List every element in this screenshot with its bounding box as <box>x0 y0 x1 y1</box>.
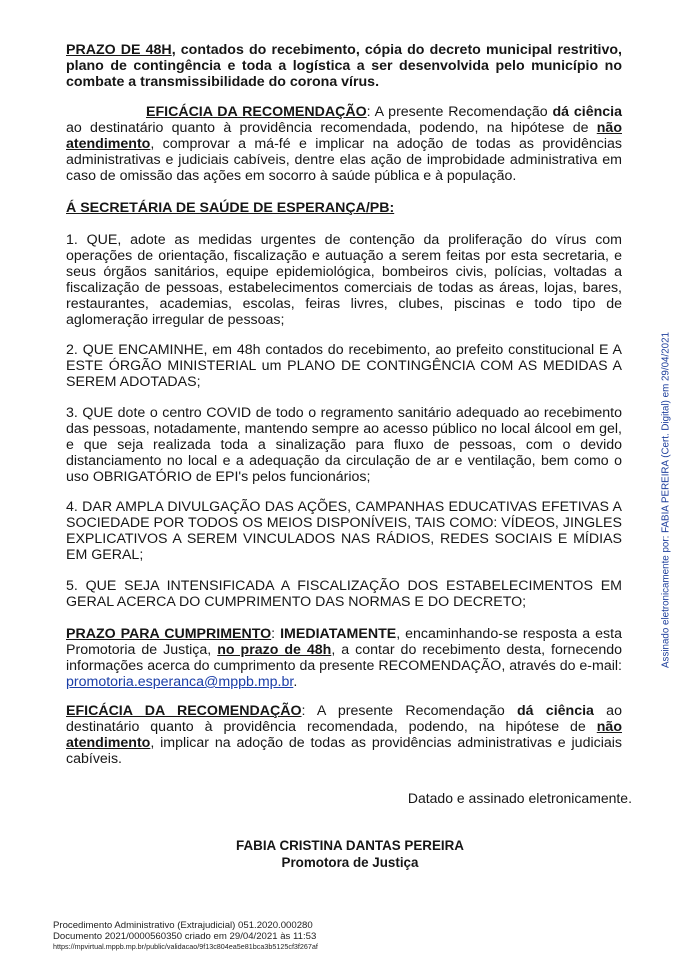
prazo-cumprimento-imediatamente: IMEDIATAMENTE <box>280 626 397 642</box>
footer-line-2: Documento 2021/0000560350 criado em 29/04/2021 às 11:53 <box>53 931 317 942</box>
paragraph-eficacia-2 <box>66 703 622 767</box>
eficacia-1-text-a: : A presente Recomendação <box>366 104 553 120</box>
signed-note: Datado e assinado eletronicamente. <box>407 790 632 806</box>
eficacia-2-da-ciencia: dá ciência <box>516 703 594 719</box>
secretaria-heading: Á SECRETÁRIA DE SAÚDE DE ESPERANÇA/PB: <box>66 200 395 216</box>
paragraph-prazo-cumprimento <box>66 626 622 690</box>
eficacia-1-da-ciencia: dá ciência <box>552 104 622 120</box>
prazo-48h-text: , contados do recebimento, cópia do decreto municipal restritivo, plano de contingência e toda a logística a ser desenvolvida pelo município no combate a transmissibilidade do corona vírus. <box>66 42 622 90</box>
prazo-cumprimento-colon: : <box>271 626 281 642</box>
eficacia-2-label: EFICÁCIA DA RECOMENDAÇÃO <box>66 703 302 719</box>
prazo-cumprimento-period: . <box>293 674 298 690</box>
paragraph-eficacia-1 <box>66 104 622 184</box>
signer-role: Promotora de Justiça <box>281 855 419 870</box>
prazo-cumprimento-label: PRAZO PARA CUMPRIMENTO <box>66 626 272 642</box>
eficacia-1-text-c: , comprovar a má-fé e implicar na adoção de todas as providências administrativas e judiciais cabíveis, dentre elas ação de improbidade administrativa em caso de omissão das ações em socorro à saúde pública e à população. <box>66 136 622 184</box>
signer-name: FABIA CRISTINA DANTAS PEREIRA <box>236 838 464 853</box>
footer-line-1: Procedimento Administrativo (Extrajudicial) 051.2020.000280 <box>53 920 313 931</box>
digital-signature-stamp <box>657 320 675 680</box>
eficacia-2-text-c: , implicar na adoção de todas as providências administrativas e judiciais cabíveis. <box>66 735 622 767</box>
eficacia-2-text-b: ao destinatário quanto à providência recomendada, podendo, na hipótese de <box>66 703 622 735</box>
digital-signature-text: Assinado eletronicamente por: FABIA PEREIRA (Cert. Digital) em 29/04/2021 <box>660 332 672 668</box>
eficacia-2-text-a: : A presente Recomendação <box>301 703 517 719</box>
list-item-3: 3. QUE dote o centro COVID de todo o regramento sanitário adequado ao recebimento das pessoas, notadamente, mantendo sempre ao acesso público no local álcool em gel, e que seja realizada toda a sinalização para fluxo de pessoas, com o devido distanciamento no local e a adequação da circulação de ar e ventilação, bem como o uso OBRIGATÓRIO de EPI's pelos funcionários; <box>66 405 622 485</box>
list-item-1: 1. QUE, adote as medidas urgentes de contenção da proliferação do vírus com operações de orientação, fiscalização e autuação a serem feitas por esta secretaria, e seus órgãos sanitários, equipe epidemiológica, bombeiros civis, polícias, voltadas a fiscalização de pessoas, estabelecimentos comerciais de todas as áreas, lojas, bares, restaurantes, academias, escolas, feiras livres, clubes, piscinas e todo tipo de aglomeração irregular de pessoas; <box>66 232 622 328</box>
email-link[interactable]: promotoria.esperanca@mppb.mp.br <box>66 674 294 690</box>
prazo-48h-label: PRAZO DE 48H <box>66 42 172 58</box>
eficacia-1-label: EFICÁCIA DA RECOMENDAÇÃO <box>146 104 367 120</box>
list-item-2: 2. QUE ENCAMINHE, em 48h contados do recebimento, ao prefeito constitucional E A ESTE ÓRGÃO MINISTERIAL um PLANO DE CONTINGÊNCIA COM AS MEDIDAS A SEREM ADOTADAS; <box>66 342 622 390</box>
list-item-5: 5. QUE SEJA INTENSIFICADA A FISCALIZAÇÃO DOS ESTABELECIMENTOS EM GERAL ACERCA DO CUMPRIMENTO DAS NORMAS E DO DECRETO; <box>66 578 622 610</box>
footer-validation-url[interactable]: https://mpvirtual.mppb.mp.br/public/validacao/9f13c804ea5e81bca3b5125cf3f267af <box>53 942 318 951</box>
eficacia-1-nao-atendimento: não atendimento <box>66 120 622 152</box>
eficacia-1-text-b: ao destinatário quanto à providência recomendada, podendo, na hipótese de <box>66 120 597 136</box>
prazo-cumprimento-text-b: , a contar do recebimento desta, fornecendo informações acerca do cumprimento da presente RECOMENDAÇÃO, através do e-mail: <box>66 642 622 674</box>
eficacia-2-nao-atendimento: não atendimento <box>66 719 622 751</box>
prazo-cumprimento-text-a: , encaminhando-se resposta a esta Promotoria de Justiça, <box>66 626 622 658</box>
paragraph-prazo-48h <box>66 42 622 90</box>
prazo-cumprimento-48h: no prazo de 48h <box>217 642 332 658</box>
list-item-4: 4. DAR AMPLA DIVULGAÇÃO DAS AÇÕES, CAMPANHAS EDUCATIVAS EFETIVAS A SOCIEDADE POR TODOS OS MEIOS DISPONÍVEIS, TAIS COMO: VÍDEOS, JINGLES EXPLICATIVOS A SEREM VINCULADOS NAS RÁDIOS, REDES SOCIAIS E MÍDIAS EM GERAL; <box>66 499 622 563</box>
